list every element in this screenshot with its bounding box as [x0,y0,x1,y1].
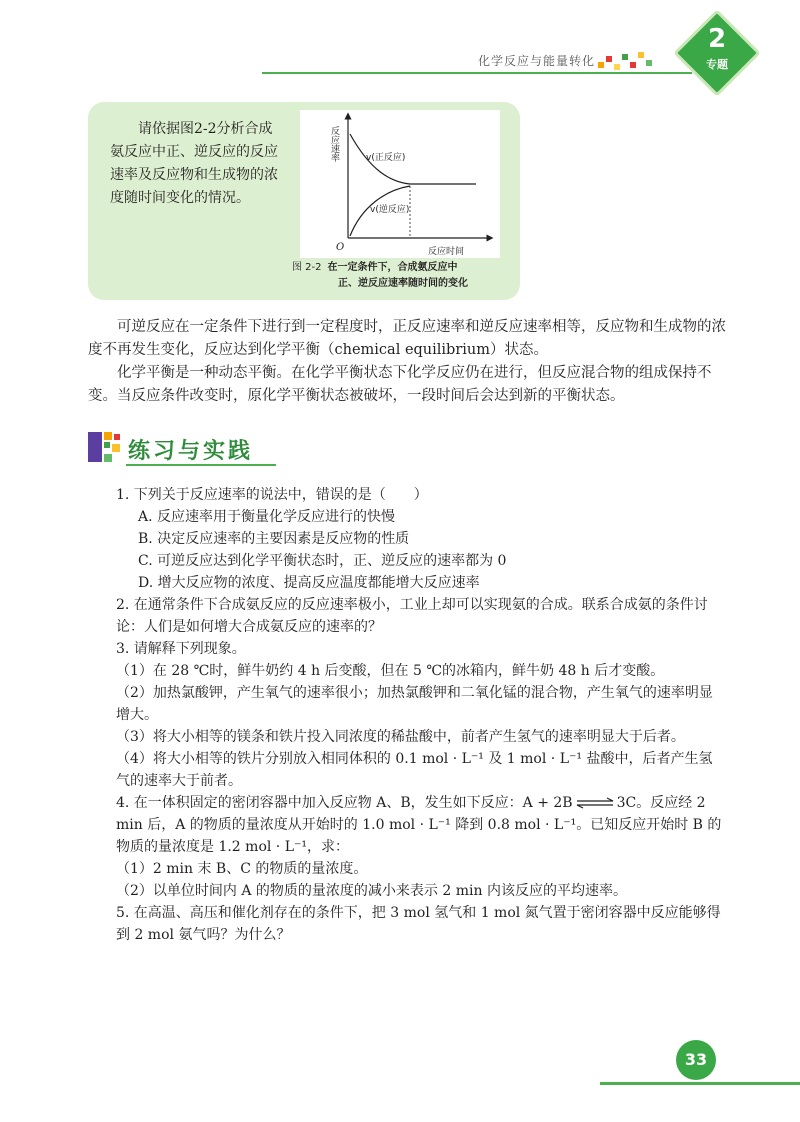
q3-item-3: （3）将大小相等的镁条和铁片投入同浓度的稀盐酸中，前者产生氢气的速率明显大于后者。 [116,729,685,745]
body-paragraphs [88,316,728,408]
reversible-arrow-icon [575,797,615,809]
page-number: 33 [676,1040,716,1080]
q4-stem [116,792,726,858]
q4-item-1: （1）2 min 末 B、C 的物质的量浓度。 [116,861,368,877]
figure-2-2-graph [300,110,500,258]
footer-rule [600,1082,800,1085]
header-rule [262,72,692,74]
header-decoration-dots [598,50,658,72]
reverse-rate-label: v(逆反应) [370,205,410,215]
figure-number: 图 2-2 [292,262,322,273]
exercise-list [116,484,726,946]
y-axis-label: 反应速率 [329,126,339,162]
chapter-label: 专题 [706,58,728,71]
q4-stem-part2: 3C。反应经 2 min 后，A 的物质的量浓度从开始时的 1.0 mol · L⁻¹ 降到 0.8 mol · L⁻¹。已知反应开始时 B 的物质的量浓度是 1.2 mol · L⁻¹，求： [116,795,722,855]
q4-stem-part1: 4. 在一体积固定的密闭容器中加入反应物 A、B，发生如下反应：A + 2B [116,795,573,811]
q5: 5. 在高温、高压和催化剂存在的条件下，把 3 mol 氢气和 1 mol 氮气置于密闭容器中反应能够得到 2 mol 氨气吗？为什么？ [116,905,721,943]
q2-text: 2. 在通常条件下合成氨反应的反应速率极小，工业上却可以实现氨的合成。联系合成氨的条件讨论：人们是如何增大合成氨反应的速率的？ [116,597,708,635]
q1-option-d: D. 增大反应物的浓度、提高反应温度都能增大反应速率 [138,575,480,591]
header-title: 化学反应与能量转化 [478,54,596,68]
q1-option-b: B. 决定反应速率的主要因素是反应物的性质 [138,531,410,547]
q3-stem: 3. 请解释下列现象。 [116,641,246,657]
q3-item-2: （2）加热氯酸钾，产生氧气的速率很小；加热氯酸钾和二氧化锰的混合物，产生氧气的速率明显增大。 [116,685,713,723]
figure-caption-line1: 在一定条件下，合成氨反应中 [327,262,458,273]
q1-option-a: A. 反应速率用于衡量化学反应进行的快慢 [138,509,396,525]
q1-stem: 1. 下列关于反应速率的说法中，错误的是（ ） [116,487,428,503]
q2 [116,594,726,638]
think-question: 请依据图2-2分析合成氨反应中正、逆反应的反应速率及反应物和生成物的浓度随时间变化的情况。 [110,121,278,206]
section-title-underline [126,464,276,466]
q1-option-c: C. 可逆反应达到化学平衡状态时，正、逆反应的速率都为 0 [138,553,507,569]
figure-caption [292,260,512,292]
figure-caption-line2: 正、逆反应速率随时间的变化 [338,278,468,289]
q4-item-2: （2）以单位时间内 A 的物质的量浓度的减小来表示 2 min 内该反应的平均速率。 [116,883,627,899]
x-axis-label: 反应时间 [428,247,465,257]
section-icon [88,432,122,466]
think-box-text [110,118,278,210]
q3-item-4: （4）将大小相等的铁片分别放入相同体积的 0.1 mol · L⁻¹ 及 1 mol · L⁻¹ 盐酸中，后者产生氢气的速率大于前者。 [116,751,713,789]
rate-time-plot [300,110,500,258]
q3-item-1: （1）在 28 ℃时，鲜牛奶约 4 h 后变酸，但在 5 ℃的冰箱内，鲜牛奶 48 h 后才变酸。 [116,663,665,679]
section-title: 练习与实践 [128,439,254,464]
paragraph-dynamic-equilibrium: 化学平衡是一种动态平衡。在化学平衡状态下化学反应仍在进行，但反应混合物的组成保持不变。当反应条件改变时，原化学平衡状态被破坏，一段时间后会达到新的平衡状态。 [88,365,712,404]
chapter-number: 2 [707,24,727,54]
origin-label: O [336,242,345,253]
forward-rate-label: v(正反应) [366,153,406,163]
paragraph-equilibrium-definition: 可逆反应在一定条件下进行到一定程度时，正反应速率和逆反应速率相等，反应物和生成物的浓度不再发生变化，反应达到化学平衡（chemical equilibrium）状态。 [88,319,726,358]
